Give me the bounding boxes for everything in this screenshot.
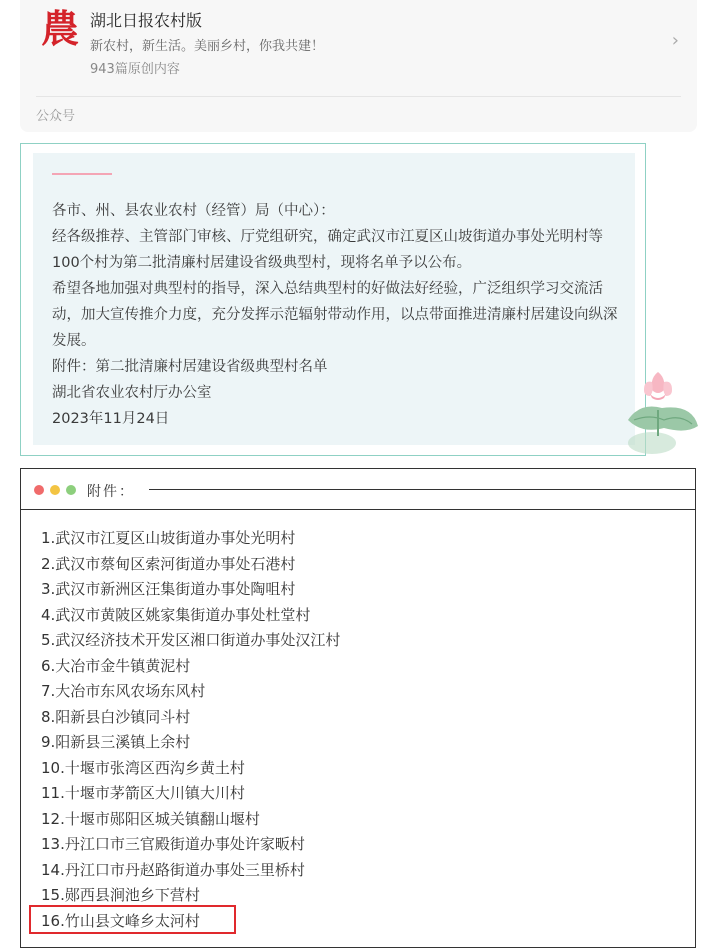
account-name: 湖北日报农村版 (90, 11, 203, 30)
notice-paragraph: 经各级推荐、主管部门审核、厅党组研究，确定武汉市江夏区山坡街道办事处光明村等100个村为第二批清廉村居建设省级典型村，现将名单予以公布。 (52, 229, 603, 271)
lotus-icon (620, 368, 700, 463)
notice-box (20, 143, 646, 456)
account-type-label: 公众号 (36, 109, 76, 124)
card-divider (36, 96, 681, 97)
attachment-header (21, 469, 695, 509)
notice-text (52, 198, 622, 432)
list-item: 1.武汉市江夏区山坡街道办事处光明村 (41, 529, 296, 547)
village-list (41, 526, 340, 934)
chevron-right-icon: › (671, 30, 679, 51)
logo-char: 農 (40, 6, 80, 50)
green-dot-icon (66, 485, 76, 495)
list-item: 2.武汉市蔡甸区索河街道办事处石港村 (41, 554, 296, 573)
attachment-box (20, 468, 696, 948)
notice-issuer: 湖北省农业农村厅办公室 (52, 385, 212, 401)
notice-salutation: 各市、州、县农业农村（经管）局（中心）： (52, 203, 335, 219)
notice-attachment-ref: 附件：第二批清廉村居建设省级典型村名单 (52, 359, 328, 375)
notice-date: 2023年11月24日 (52, 411, 170, 427)
article-count: 943篇原创内容 (90, 62, 180, 77)
list-item: 4.武汉市黄陂区姚家集街道办事处杜堂村 (41, 605, 311, 624)
list-item: 15.郧西县涧池乡下营村 (41, 886, 200, 904)
red-dot-icon (34, 485, 44, 495)
decorative-divider (52, 173, 112, 175)
account-logo (38, 6, 82, 50)
notice-inner (33, 153, 635, 445)
list-item: 3.武汉市新洲区汪集街道办事处陶咀村 (41, 580, 296, 598)
list-item: 14.丹江口市丹赵路街道办事处三里桥村 (41, 860, 305, 879)
account-description: 新农村，新生活。美丽乡村，你我共建！ (90, 39, 325, 54)
list-item: 11.十堰市茅箭区大川镇大川村 (41, 784, 245, 802)
list-item: 10.十堰市张湾区西沟乡黄土村 (41, 758, 245, 777)
account-card[interactable] (20, 0, 697, 132)
list-item: 5.武汉经济技术开发区湘口街道办事处汉江村 (41, 631, 341, 649)
list-item: 8.阳新县白沙镇同斗村 (41, 707, 191, 726)
header-rule (149, 489, 695, 490)
attachment-label: 附件： (87, 484, 135, 500)
yellow-dot-icon (50, 485, 60, 495)
list-item: 13.丹江口市三官殿街道办事处许家畈村 (41, 835, 305, 853)
list-item-highlighted: 16.竹山县文峰乡太河村 (41, 911, 200, 930)
list-item: 6.大冶市金牛镇黄泥村 (41, 656, 191, 675)
highlight-box (29, 905, 236, 934)
list-item: 7.大冶市东风农场东风村 (41, 682, 206, 700)
list-item: 12.十堰市郧阳区城关镇翻山堰村 (41, 809, 260, 828)
header-separator (21, 509, 695, 510)
notice-paragraph: 希望各地加强对典型村的指导，深入总结典型村的好做法好经验，广泛组织学习交流活动，加大宣传推介力度，充分发挥示范辐射带动作用，以点带面推进清廉村居建设向纵深发展。 (52, 281, 618, 349)
list-item: 9.阳新县三溪镇上余村 (41, 733, 191, 751)
